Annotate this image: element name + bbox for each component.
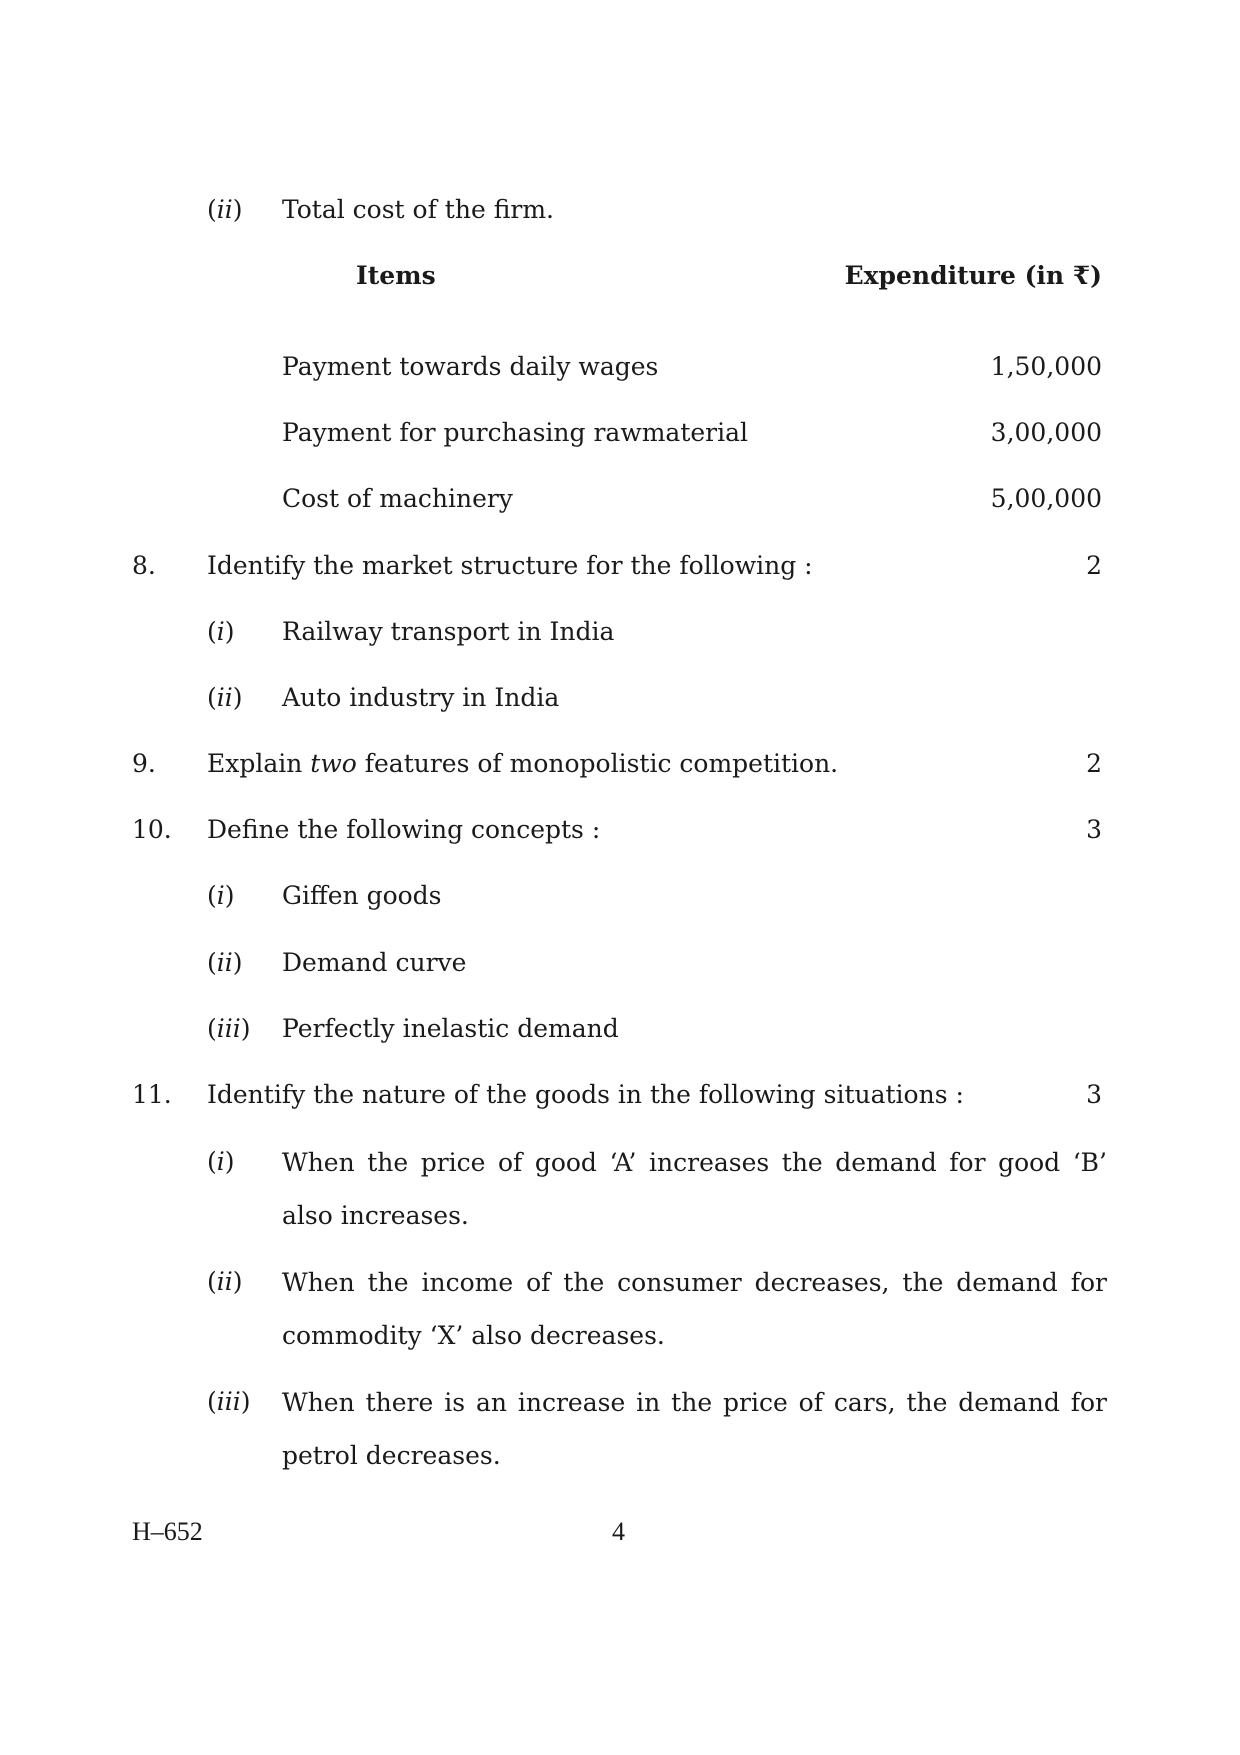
table-row	[0, 347, 1240, 387]
table-row	[0, 413, 1240, 453]
question-text: Identify the nature of the goods in the following situations :	[207, 1080, 964, 1109]
question-part	[0, 1382, 1240, 1492]
part-text: When the price of good ‘A’ increases the demand for good ‘B’ also increases.	[282, 1148, 1107, 1230]
item-cell: Cost of machinery	[282, 484, 513, 513]
question-part	[0, 612, 1240, 652]
question-marks: 3	[1086, 815, 1102, 844]
question-part	[0, 876, 1240, 916]
question-text: Define the following concepts :	[207, 815, 601, 844]
question-10	[0, 810, 1240, 850]
question-number: 8.	[132, 551, 156, 580]
part-label: (i)	[207, 617, 235, 646]
part-label: (i)	[207, 881, 235, 910]
item-cell: Payment for purchasing rawmaterial	[282, 418, 749, 447]
items-column-header: Items	[356, 261, 436, 290]
part-label: (ii)	[207, 683, 243, 712]
part-text: Railway transport in India	[282, 617, 615, 646]
question-marks: 3	[1086, 1080, 1102, 1109]
page-number: 4	[612, 1517, 625, 1546]
paper-code: H–652	[132, 1517, 203, 1546]
part-text: Auto industry in India	[282, 683, 560, 712]
part-label: (ii)	[207, 1267, 243, 1296]
part-label: (iii)	[207, 1014, 251, 1043]
table-header	[0, 256, 1240, 296]
question-marks: 2	[1086, 551, 1102, 580]
amount-cell: 5,00,000	[990, 484, 1102, 513]
question-marks: 2	[1086, 749, 1102, 778]
part-label: (i)	[207, 1147, 235, 1176]
part-text: Demand curve	[282, 948, 467, 977]
question-8	[0, 546, 1240, 586]
question-number: 11.	[132, 1080, 172, 1109]
part-text: Total cost of the firm.	[282, 195, 554, 224]
question-part	[0, 1009, 1240, 1049]
item-cell: Payment towards daily wages	[282, 352, 659, 381]
question-9	[0, 744, 1240, 784]
question-11	[0, 1075, 1240, 1115]
table-row	[0, 479, 1240, 519]
question-part	[0, 1142, 1240, 1252]
part-label: (ii)	[207, 195, 243, 224]
part-text: When there is an increase in the price of cars, the demand for petrol decreases.	[282, 1388, 1107, 1470]
part-text: When the income of the consumer decreases, the demand for commodity ‘X’ also decreases.	[282, 1268, 1107, 1350]
question-number: 10.	[132, 815, 172, 844]
question-text: Explain two features of monopolistic competition.	[207, 749, 839, 778]
question-text: Identify the market structure for the following :	[207, 551, 813, 580]
question-part	[0, 1262, 1240, 1372]
part-text: Giffen goods	[282, 881, 442, 910]
question-number: 9.	[132, 749, 156, 778]
amount-cell: 1,50,000	[990, 352, 1102, 381]
continuation-part	[0, 190, 1240, 230]
question-part	[0, 943, 1240, 983]
amount-cell: 3,00,000	[990, 418, 1102, 447]
expenditure-column-header: Expenditure (in ₹)	[844, 261, 1102, 290]
question-part	[0, 678, 1240, 718]
part-label: (ii)	[207, 948, 243, 977]
part-label: (iii)	[207, 1387, 251, 1416]
part-text: Perfectly inelastic demand	[282, 1014, 619, 1043]
